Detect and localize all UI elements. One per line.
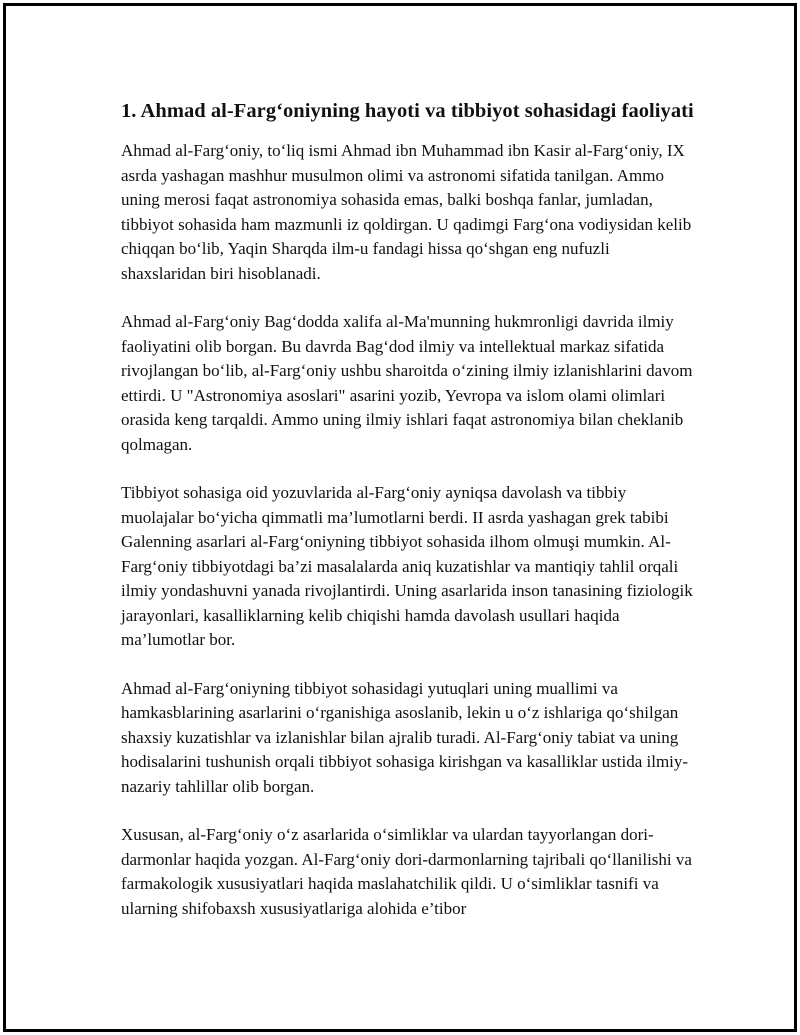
paragraph-3: Tibbiyot sohasiga oid yozuvlarida al-Farg‘oniy ayniqsa davolash va tibbiy muolajalar bo‘yicha qimmatli ma’lumotlarni berdi. II asrda yashagan grek tabibi Galenning asarlari al-Farg‘oniyning tibbiyot sohasida ilhom olmuşi mumkin. Al-Farg‘oniy tibbiyotdagi ba’zi masalalarda aniq kuzatishlar va mantiqiy tahlil orqali ilmiy yondashuvni yanada rivojlantirdi. Uning asarlarida inson tanasining fiziologik jarayonlari, kasalliklarning kelib chiqishi hamda davolash usullari haqida ma’lumotlar bor. xyxy=(121,483,693,649)
paragraph-5: Xususan, al-Farg‘oniy o‘z asarlarida o‘simliklar va ulardan tayyorlangan dori-darmonlar haqida yozgan. Al-Farg‘oniy dori-darmonlarning tajribali qo‘llanilishi va farmakologik xususiyatlari haqida maslahatchilik qildi. U o‘simliklar tasnifi va ularning shifobaxsh xususiyatlariga alohida e’tibor xyxy=(121,825,692,918)
paragraph-2: Ahmad al-Farg‘oniy Bag‘dodda xalifa al-Ma'munning hukmronligi davrida ilmiy faoliyatini olib borgan. Bu davrda Bag‘dod ilmiy va intellektual markaz sifatida rivojlangan bo‘lib, al-Farg‘oniy ushbu sharoitda o‘zining ilmiy izlanishlarini davom ettirdi. U "Astronomiya asoslari" asarini yozib, Yevropa va islom olami olimlari orasida keng tarqaldi. Ammo uning ilmiy ishlari faqat astronomiya bilan cheklanib qolmagan. xyxy=(121,312,693,454)
page-frame xyxy=(3,3,797,1032)
paragraph-4: Ahmad al-Farg‘oniyning tibbiyot sohasidagi yutuqlari uning muallimi va hamkasblarining asarlarini o‘rganishiga asoslanib, lekin u o‘z ishlariga qo‘shilgan shaxsiy kuzatishlar va izlanishlar bilan ajralib turadi. Al-Farg‘oniy tabiat va uning hodisalarini tushunish orqali tibbiyot sohasiga kirishgan va kasalliklar ustida ilmiy-nazariy tahlillar olib borgan. xyxy=(121,678,689,796)
document-body xyxy=(121,98,696,945)
section-heading: 1. Ahmad al-Farg‘oniyning hayoti va tibbiyot sohasidagi faoliyati xyxy=(121,100,694,122)
paragraph-1: Ahmad al-Farg‘oniy, to‘liq ismi Ahmad ibn Muhammad ibn Kasir al-Farg‘oniy, IX asrda yashagan mashhur musulmon olimi va astronomi sifatida tanilgan. Ammo uning merosi faqat astronomiya sohasida emas, balki boshqa fanlar, jumladan, tibbiyot sohasida ham mazmunli iz qoldirgan. U qadimgi Farg‘ona vodiysidan kelib chiqqan bo‘lib, Yaqin Sharqda ilm-u fandagi hissa qo‘shgan eng nufuzli shaxslaridan biri hisoblanadi. xyxy=(121,141,692,283)
